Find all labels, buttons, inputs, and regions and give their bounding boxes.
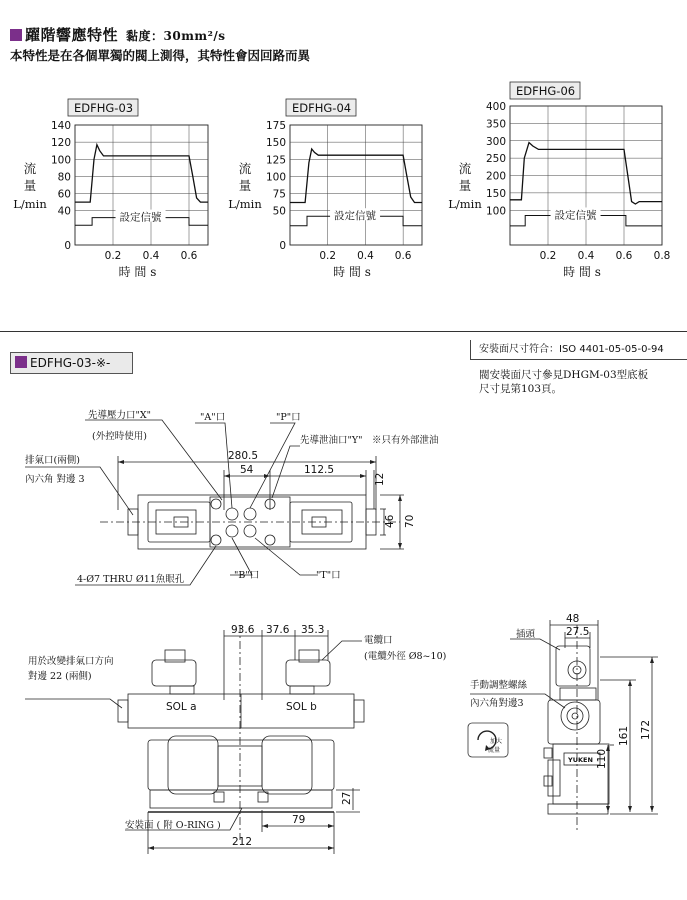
dim-12: 12 [374, 472, 386, 486]
label-plug: 插頭 [516, 629, 536, 640]
x-tick-label: 0.6 [394, 250, 412, 262]
y-tick-label: 150 [265, 137, 286, 150]
y-axis-label: 流 [23, 161, 37, 176]
front-vent-left [118, 700, 128, 722]
dimension-drawings [0, 395, 687, 900]
chart-title: EDFHG-03 [74, 101, 134, 115]
y-axis-label: L/min [228, 197, 262, 211]
front-main-body [148, 740, 334, 790]
front-connector-a [152, 660, 196, 686]
x-tick-label: 0.8 [653, 250, 671, 262]
y-tick-label: 250 [485, 153, 506, 166]
chart-2 [228, 99, 422, 279]
y-tick-label: 80 [57, 171, 71, 184]
divider [0, 331, 687, 332]
x-tick-label: 0.2 [104, 250, 122, 262]
signal-label: 設定信號 [334, 210, 377, 223]
y-tick-label: 75 [272, 188, 286, 201]
dim-110: 110 [596, 748, 608, 769]
dim-48: 48 [566, 613, 580, 625]
x-tick-label: 0.4 [357, 250, 374, 262]
label-port-b: "B"口 [234, 570, 260, 581]
y-tick-label: 175 [265, 120, 286, 132]
dim-46: 46 [384, 514, 396, 528]
y-axis-label: L/min [448, 197, 482, 211]
x-tick-label: 0.6 [615, 250, 633, 262]
dim-54: 54 [240, 464, 254, 476]
dim-161: 161 [618, 725, 630, 746]
y-tick-label: 140 [50, 120, 71, 132]
x-tick-label: 0.2 [539, 250, 557, 262]
y-tick-label: 40 [57, 205, 71, 218]
front-base [150, 790, 332, 808]
viscosity-label: 黏度：30mm²/s [126, 29, 226, 43]
side-solenoid [548, 700, 600, 744]
chart-title: EDFHG-04 [292, 101, 352, 115]
label-thru-holes: 4-Ø7 THRU Ø11魚眼孔 [77, 574, 185, 585]
label-sol-b: SOL b [286, 701, 317, 713]
label-mount-face: 安裝面 ( 附 O-RING ) [125, 820, 221, 831]
dim-35-3: 35.3 [301, 624, 325, 636]
model-label-box [10, 352, 133, 374]
dim-112-5: 112.5 [304, 464, 335, 476]
badge-text-1: 加大 [490, 738, 503, 745]
model-label: EDFHG-03-※- [30, 356, 111, 370]
x-axis-label: 時 間 s [333, 265, 371, 279]
y-tick-label: 0 [64, 240, 71, 252]
y-tick-label: 300 [485, 135, 506, 148]
brand-plate: YUKEN [568, 756, 593, 764]
signal-label: 設定信號 [554, 209, 597, 222]
chart-1 [13, 99, 208, 279]
label-vent-across: 對邊 22 (兩側) [28, 671, 92, 682]
y-tick-label: 200 [485, 170, 506, 183]
dim-70: 70 [404, 514, 416, 528]
side-adjust-screw [561, 702, 589, 730]
y-tick-label: 100 [50, 154, 71, 167]
dim-280-5: 280.5 [228, 450, 259, 462]
y-tick-label: 120 [50, 137, 71, 150]
y-axis-label: 量 [458, 178, 472, 193]
label-cable-note: (電纜外徑 Ø8~10) [364, 651, 447, 662]
y-axis-label: 流 [458, 161, 472, 176]
title-text: 躍階響應特性 [25, 26, 119, 44]
y-axis-label: 量 [238, 178, 252, 193]
response-charts [0, 0, 687, 300]
mount-note-1: 閥安裝面尺寸參見DHGM-03型底板 [479, 369, 649, 381]
dim-37-6: 37.6 [266, 624, 290, 636]
x-tick-label: 0.6 [180, 250, 198, 262]
label-vent-direction: 用於改變排氣口方向 [28, 656, 114, 667]
y-axis-label: L/min [13, 197, 47, 211]
x-tick-label: 0.2 [319, 250, 337, 262]
y-tick-label: 400 [485, 101, 506, 113]
side-base [548, 804, 608, 814]
dim-27: 27 [341, 791, 353, 805]
y-tick-label: 100 [265, 171, 286, 184]
label-pilot-x: 先導壓力口"X" [88, 410, 152, 421]
x-tick-label: 0.4 [142, 250, 160, 262]
y-tick-label: 350 [485, 118, 506, 131]
subtitle: 本特性是在各個單獨的閥上測得，其特性會因回路而異 [10, 48, 311, 63]
iso-standard-box [470, 340, 687, 360]
plot-frame [75, 125, 208, 245]
y-axis-label: 流 [238, 161, 252, 176]
series-flow [290, 149, 422, 203]
dim-27-5: 27.5 [566, 626, 590, 638]
plot-frame [290, 125, 422, 245]
chart-title: EDFHG-06 [516, 84, 576, 98]
y-tick-label: 150 [485, 187, 506, 200]
label-manual-hex: 內六角對邊3 [470, 698, 524, 709]
enlarged-flow-badge [468, 723, 508, 757]
y-tick-label: 50 [272, 205, 286, 218]
label-vent-hex: 內六角 對邊 3 [25, 474, 85, 485]
label-pilot-y: 先導泄油口"Y" [300, 435, 363, 446]
label-port-a: "A"口 [200, 412, 226, 423]
label-port-p: "P"口 [276, 412, 301, 423]
iso-label: 安裝面尺寸符合：ISO 4401-05-05-0-94 [479, 344, 664, 355]
label-port-t: "T"口 [316, 570, 341, 581]
dim-172: 172 [640, 719, 652, 740]
badge-text-2: 流量 [488, 747, 501, 754]
y-tick-label: 100 [485, 205, 506, 218]
dim-79: 79 [292, 814, 306, 826]
y-tick-label: 0 [279, 240, 286, 252]
dim-212: 212 [232, 836, 253, 848]
label-manual-screw: 手動調整螺絲 [470, 680, 528, 691]
x-axis-label: 時 間 s [563, 265, 601, 279]
y-tick-label: 125 [265, 154, 286, 167]
chart-3 [448, 82, 670, 279]
label-cable-port: 電纜口 [364, 635, 393, 646]
dim-93-6: 93.6 [231, 624, 255, 636]
x-axis-label: 時 間 s [118, 265, 157, 279]
model-marker [15, 356, 27, 368]
y-axis-label: 量 [23, 178, 37, 193]
label-pilot-y-note: ※只有外部泄油 [372, 435, 439, 446]
front-connector-b [286, 660, 330, 686]
mount-note-2: 尺寸見第103頁。 [479, 383, 563, 395]
label-sol-a: SOL a [166, 701, 197, 713]
x-tick-label: 0.4 [577, 250, 595, 262]
y-tick-label: 60 [57, 188, 71, 201]
front-vent-right [354, 700, 364, 722]
label-vent: 排氣口(兩側) [25, 455, 80, 466]
signal-label: 設定信號 [119, 211, 162, 224]
label-pilot-x-note: (外控時使用) [92, 431, 147, 442]
